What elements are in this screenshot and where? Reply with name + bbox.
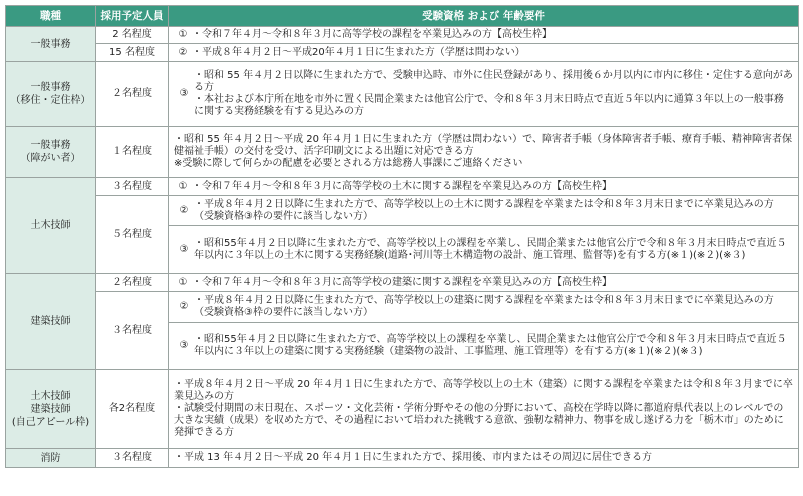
req-kenchiku-1 [169, 274, 799, 292]
req-doboku-3 [169, 226, 799, 274]
mark: ③ [179, 88, 189, 99]
req-text: ・令和７年４月～令和８年３月に高等学校の課程を卒業見込みの方【高校生枠】 [192, 29, 552, 40]
req-ippan-1 [169, 27, 799, 44]
job-line: 一般事務 [30, 82, 71, 93]
req-text: ・平成８年４月２日以降に生まれた方で、高等学校以上の建築に関する課程を卒業または令和８年３月末日までに卒業見込みの方（受験資格③枠の要件に該当しない方） [194, 295, 774, 318]
table-row [6, 178, 799, 196]
recruitment-table [5, 5, 799, 468]
table-row [6, 62, 799, 127]
table-row [6, 449, 799, 468]
count-iju: ２名程度 [96, 62, 169, 127]
mark: ① [178, 29, 188, 40]
job-shogai [6, 127, 96, 178]
req-text: ・平成８年４月２日～平成20年４月１日に生まれた方（学歴は問わない） [192, 46, 525, 58]
job-shobo: 消防 [6, 449, 96, 468]
mark: ② [178, 46, 188, 58]
count-ippan-1: 2 名程度 [96, 27, 169, 44]
req-text: ・昭和 55 年４月２日以降に生まれた方で、受験申込時、市外に住民登録があり、採用後６か月以内に市内に移住・定住する意向がある方 [194, 70, 793, 93]
mark: ③ [179, 243, 189, 255]
job-kenchiku: 建築技師 [6, 274, 96, 370]
mark: ② [179, 204, 189, 216]
job-appeal [6, 370, 96, 449]
req-text: ・令和７年４月～令和８年３月に高等学校の土木に関する課程を卒業見込みの方【高校生枠】 [192, 180, 612, 192]
job-line: 土木技師 [30, 390, 71, 402]
req-kenchiku-3 [169, 323, 799, 370]
req-ippan-2 [169, 44, 799, 62]
count-appeal: 各2名程度 [96, 370, 169, 449]
req-text: ※受験に際して何らかの配慮を必要とされる方は総務人事課にご連絡ください [174, 158, 523, 169]
req-text: ・平成８年４月２日以降に生まれた方で、高等学校以上の土木に関する課程を卒業または令和８年３月末日までに卒業見込みの方（受験資格③枠の要件に該当しない方） [194, 198, 774, 222]
req-text: ・昭和55年４月２日以降に生まれた方で、高等学校以上の課程を卒業し、民間企業または他官公庁で令和８年３月末日時点で直近５年以内に３年以上の建築に関する実務経験（建築物の設計、工事監理、施工管理等）を有する方(※１)(※２)(※３) [194, 334, 787, 357]
job-ippan: 一般事務 [6, 27, 96, 62]
req-text: ・試験受付期間の末日現在、スポーツ・文化芸術・学術分野やその他の分野において、高校在学時以降に都道府県代表以上のレベルでの大きな実績（成果）を収めた方で、その過程において培われた挑戦する意欲、強靭な精神力、物事を成し遂げる力を「栃木市」のために発揮できる方 [174, 403, 784, 438]
count-doboku-1: ３名程度 [96, 178, 169, 196]
header-requirements: 受験資格 および 年齢要件 [169, 6, 799, 27]
req-text: ・本社および本庁所在地を市外に置く民間企業または他官公庁で、令和８年３月末日時点で直近５年以内に通算３年以上の一般事務に関する実務経験を有する見込みの方 [194, 94, 784, 117]
job-line: (自己アピール枠) [11, 416, 90, 428]
table-header-row [6, 6, 799, 27]
table-row [6, 27, 799, 44]
mark: ① [178, 180, 188, 192]
count-shobo: ３名程度 [96, 449, 169, 468]
header-job: 職種 [6, 6, 96, 27]
count-doboku-2: ５名程度 [96, 196, 169, 274]
recruitment-table-wrapper [5, 5, 798, 468]
req-shobo: ・平成 13 年４月２日～平成 20 年４月１日に生まれた方で、採用後、市内またはその周辺に居住できる方 [169, 449, 799, 468]
table-row [6, 127, 799, 178]
count-kenchiku-1: ２名程度 [96, 274, 169, 292]
mark: ① [178, 276, 188, 288]
req-text: ・平成８年４月２日～平成 20 年４月１日に生まれた方で、高等学校以上の土木（建築）に関する課程を卒業または令和８年３月までに卒業見込みの方 [174, 379, 793, 402]
count-shogai: １名程度 [96, 127, 169, 178]
job-doboku: 土木技師 [6, 178, 96, 274]
job-line: （移住・定住枠） [10, 95, 91, 106]
table-row [6, 370, 799, 449]
table-row [6, 44, 799, 62]
count-ippan-2: 15 名程度 [96, 44, 169, 62]
job-line: （障がい者） [20, 153, 81, 164]
req-text: ・昭和55年４月２日以降に生まれた方で、高等学校以上の課程を卒業し、民間企業または他官公庁で令和８年３月末日時点で直近５年以内に３年以上の土木に関する実務経験(道路･河川等土木構造物の設計、施工管理、監督等)を有する方(※１)(※２)(※３) [194, 237, 787, 261]
req-appeal [169, 370, 799, 449]
table-row [6, 274, 799, 292]
table-row [6, 196, 799, 226]
job-line: 一般事務 [30, 140, 71, 151]
job-iju [6, 62, 96, 127]
req-doboku-2 [169, 196, 799, 226]
req-doboku-1 [169, 178, 799, 196]
req-text: ・令和７年４月～令和８年３月に高等学校の建築に関する課程を卒業見込みの方【高校生枠】 [192, 276, 612, 288]
table-row [6, 292, 799, 323]
header-count: 採用予定人員 [96, 6, 169, 27]
req-iju [169, 62, 799, 127]
req-text: ・昭和 55 年４月２日～平成 20 年４月１日に生まれた方（学歴は問わない）で、障害者手帳（身体障害者手帳、療育手帳、精神障害者保健福祉手帳）の交付を受け、活字印刷文による出題に対応できる方 [174, 134, 792, 157]
mark: ② [179, 301, 189, 312]
mark: ③ [179, 340, 189, 351]
count-kenchiku-2: ３名程度 [96, 292, 169, 370]
req-kenchiku-2 [169, 292, 799, 323]
req-shogai [169, 127, 799, 178]
job-line: 建築技師 [30, 403, 71, 415]
